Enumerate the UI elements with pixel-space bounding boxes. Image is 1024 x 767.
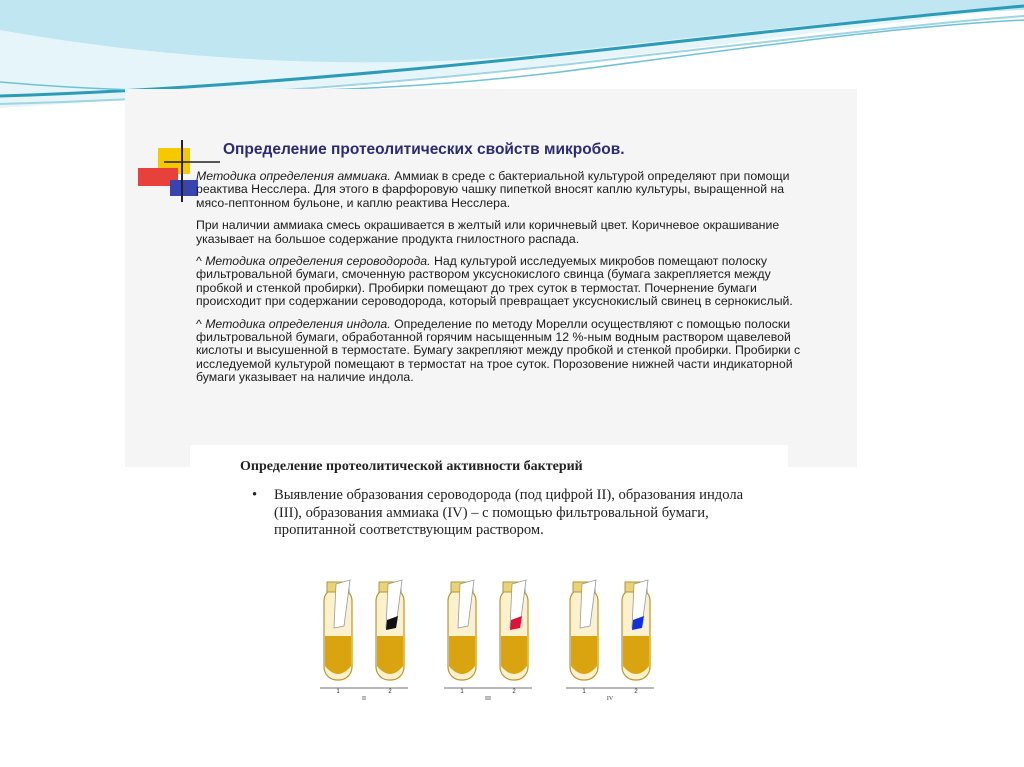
group-label: IV: [606, 696, 614, 702]
caret-mark: ^: [196, 316, 206, 331]
test-tube: [448, 580, 476, 695]
method-heading: Методика определения сероводорода.: [205, 254, 431, 269]
paragraph-text: Аммиак в среде с бактериальной культурой определяют при помощи реактива Несслера. Для этого в фарфоровую чашку пипеткой вносят каплю культуры, выращенной на мясо-пептонном бульоне, и каплю реактива Несслера.: [196, 169, 790, 210]
tube-group: [444, 580, 532, 702]
paragraph-indole: [196, 318, 811, 385]
method-heading: Методика определения аммиака.: [196, 169, 391, 183]
tube-group: [320, 580, 408, 702]
method-heading: Методика определения индола.: [205, 316, 391, 331]
tube-number: 2: [512, 689, 516, 695]
section-title: Определение протеолитических свойств микробов.: [223, 141, 625, 158]
tube-group: [566, 580, 654, 702]
paragraph-ammonia-result: При наличии аммиака смесь окрашивается в желтый или коричневый цвет. Коричневое окрашивание указывает на большое содержание продукта гнилостного распада.: [196, 218, 780, 246]
paragraph-hydrogen-sulfide: [196, 255, 811, 309]
tube-number: 2: [388, 689, 392, 695]
paragraph-text: Над культурой исследуемых микробов помещают полоску фильтровальной бумаги, смоченную раствором уксуснокислого свинца (бумага закрепляется между пробкой и стенкой пробирки). Пробирки помещают до трех суток в термостат. Почернение бумаги происходит при содержании сероводорода, который превращает уксуснокислый свинец в сернокислый.: [196, 254, 793, 309]
group-label: II: [362, 696, 366, 702]
test-tube: [376, 580, 404, 695]
tube-number: 2: [634, 689, 638, 695]
test-tube: [500, 580, 528, 695]
test-tube: [324, 580, 352, 695]
figure-bullet: [252, 487, 772, 540]
group-label: III: [485, 696, 491, 702]
test-tube: [570, 580, 598, 695]
tube-number: 1: [582, 689, 586, 695]
tube-number: 1: [460, 689, 464, 695]
test-tubes-illustration: [316, 578, 656, 704]
figure-title: Определение протеолитической активности бактерий: [240, 459, 583, 474]
paragraph-text: Определение по методу Морелли осуществляют с помощью полоски фильтровальной бумаги, обработанной горячим насыщенным 12 %-ным водным раствором щавелевой кислоты и высушенной в термостате. Бумагу закрепляют между пробкой и стенкой пробирки. Пробирки с исследуемой культурой помещают в термостат на трое суток. Порозовение нижней части индикаторной бумаги указывает на наличие индола.: [196, 316, 801, 385]
tube-number: 1: [336, 689, 340, 695]
test-tube: [622, 580, 650, 695]
bullet-text: Выявление образования сероводорода (под цифрой II), образования индола (III), образования аммиака (IV) – с помощью фильтровальной бумаги, пропитанной соответствующим раствором.: [274, 487, 744, 538]
paragraph-ammonia: [196, 170, 811, 210]
bullet-mark: •: [252, 487, 258, 503]
caret-mark: ^: [196, 254, 206, 269]
section-body: [196, 170, 811, 394]
